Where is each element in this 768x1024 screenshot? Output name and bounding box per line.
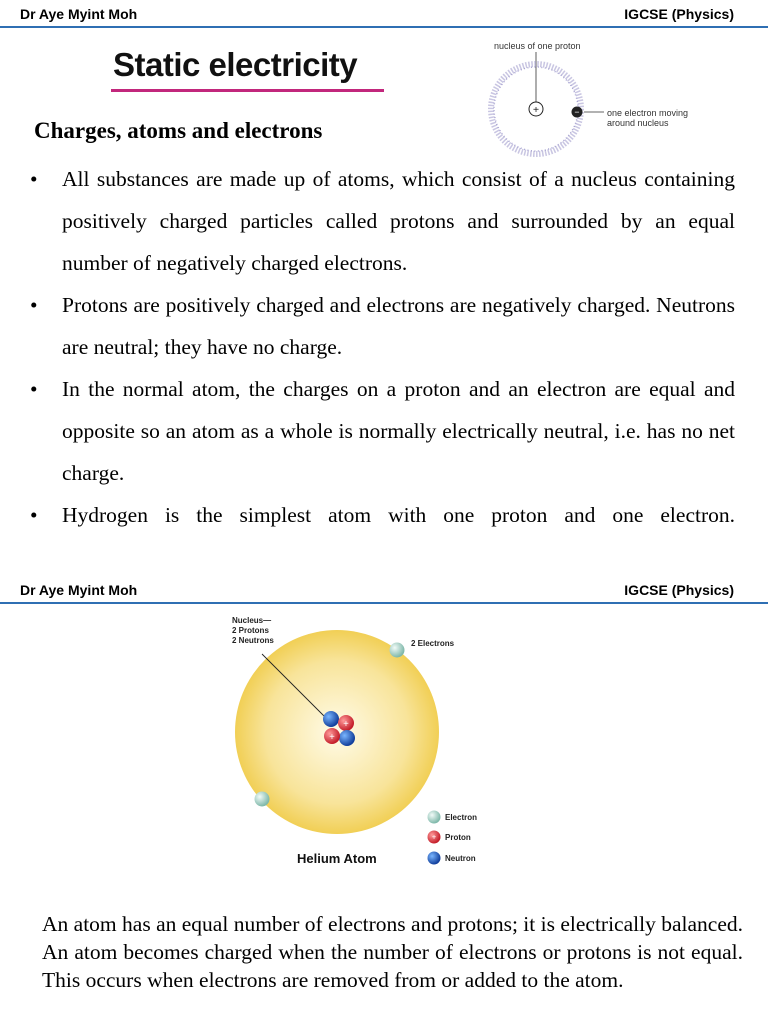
svg-text:2 Neutrons: 2 Neutrons — [232, 636, 274, 645]
electron-dot — [255, 792, 270, 807]
svg-text:+: + — [343, 719, 349, 730]
list-item: • Hydrogen is the simplest atom with one proton and one electron. — [30, 503, 735, 527]
header-author: Dr Aye Myint Moh — [20, 582, 138, 598]
header-author: Dr Aye Myint Moh — [20, 6, 138, 22]
page-header — [0, 578, 768, 600]
section-heading: Charges, atoms and electrons — [34, 118, 323, 143]
diagram-title: Helium Atom — [297, 851, 377, 866]
svg-text:Proton: Proton — [445, 833, 471, 842]
page-title: Static electricity — [113, 46, 358, 83]
hydrogen-atom-diagram — [478, 38, 708, 168]
electron-label: one electron moving — [607, 108, 689, 118]
svg-text:−: − — [574, 107, 580, 117]
nucleus-label: nucleus of one proton — [494, 41, 581, 51]
electrons-label: 2 Electrons — [411, 639, 455, 648]
page-header — [0, 2, 768, 24]
header-course: IGCSE (Physics) — [624, 6, 734, 22]
electron-dot — [390, 643, 405, 658]
helium-atom-diagram — [200, 612, 500, 874]
svg-text:2 Protons: 2 Protons — [232, 626, 269, 635]
svg-text:+: + — [532, 104, 540, 116]
svg-text:+: + — [329, 732, 335, 743]
list-item: • In the normal atom, the charges on a proton and an electron are equal and opposite so an atom as a whole is normally electrically neutral, i.e. has no net charge. — [30, 377, 735, 485]
list-item: • Protons are positively charged and electrons are negatively charged. Neutrons are neutral; they have no charge. — [30, 293, 735, 359]
body-paragraph: An atom has an equal number of electrons and protons; it is electrically balanced. An atom becomes charged when the number of electrons or protons is not equal. This occurs when electrons are removed from or added to the atom. — [42, 912, 743, 992]
svg-text:+: + — [431, 833, 437, 842]
svg-text:around nucleus: around nucleus — [607, 118, 669, 128]
svg-text:Neutron: Neutron — [445, 854, 476, 863]
diagram-legend — [428, 811, 478, 865]
svg-text:Electron: Electron — [445, 813, 478, 822]
header-course: IGCSE (Physics) — [624, 582, 734, 598]
nucleus-label: Nucleus— — [232, 616, 272, 625]
header-divider — [0, 602, 768, 604]
bullet-list — [30, 158, 735, 536]
header-divider — [0, 26, 768, 28]
list-item: • All substances are made up of atoms, which consist of a nucleus containing positively charged particles called protons and surrounded by an equal number of negatively charged electrons. — [30, 167, 735, 275]
title-underline — [111, 89, 384, 92]
